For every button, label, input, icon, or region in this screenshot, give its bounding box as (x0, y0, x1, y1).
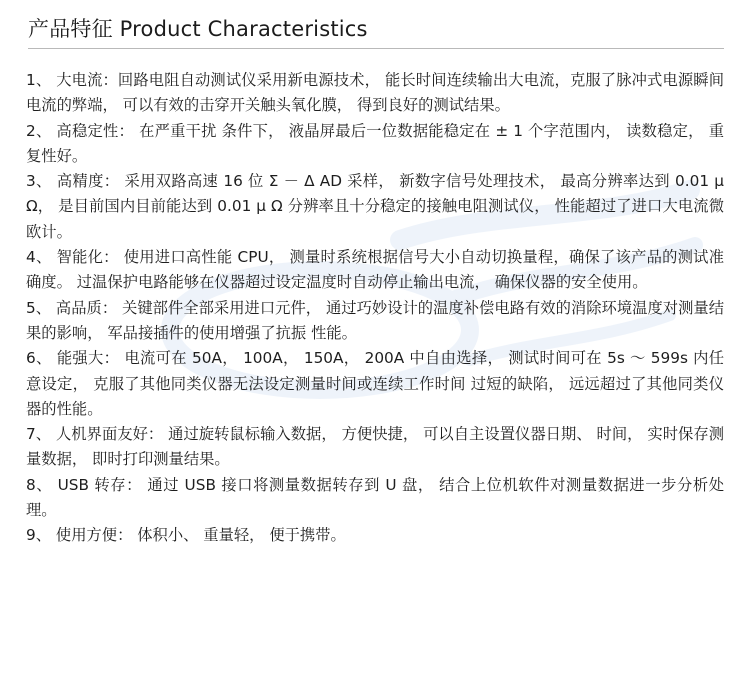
list-item: 5、 高品质： 关键部件全部采用进口元件， 通过巧妙设计的温度补偿电路有效的消除环境温度对测量结果的影响， 军品接插件的使用增强了抗振 性能。 (26, 298, 724, 342)
page-title: 产品特征 Product Characteristics (28, 17, 368, 41)
list-item: 6、 能强大： 电流可在 50A， 100A， 150A， 200A 中自由选择， 测试时间可在 5s ～ 599s 内任意设定， 克服了其他同类仪器无法设定测量时间或连续工作时间 过短的缺陷， 远远超过了其他同类仪器的性能。 (26, 349, 724, 418)
list-item: 9、 使用方便： 体积小、 重量轻， 便于携带。 (26, 526, 346, 545)
section-header (28, 14, 724, 49)
list-item: 8、 USB 转存： 通过 USB 接口将测量数据转存到 U 盘， 结合上位机软件对测量数据进一步分析处理。 (26, 475, 724, 520)
list-item: 3、 高精度： 采用双路高速 16 位 Σ － Δ AD 采样， 新数字信号处理技术， 最高分辨率达到 0.01 μ Ω， 是目前国内目前能达到 0.01 μ Ω 分辨率且十分稳定的接触电阻测试仪， 性能超过了进口大电流微欧计。 (26, 172, 724, 241)
list-item: 2、 高稳定性： 在严重干扰 条件下， 液晶屏最后一位数据能稳定在 ± 1 个字范围内， 读数稳定， 重复性好。 (26, 121, 724, 165)
list-item: 7、 人机界面友好： 通过旋转鼠标输入数据， 方便快捷， 可以自主设置仪器日期、 时间， 实时保存测量数据， 即时打印测量结果。 (26, 425, 724, 469)
characteristics-list (26, 68, 724, 549)
list-item: 1、 大电流：回路电阻自动测试仪采用新电源技术， 能长时间连续输出大电流，克服了脉冲式电源瞬间电流的弊端， 可以有效的击穿开关触头氧化膜， 得到良好的测试结果。 (26, 71, 724, 115)
list-item: 4、 智能化： 使用进口高性能 CPU， 测量时系统根据信号大小自动切换量程，确保了该产品的测试准确度。 过温保护电路能够在仪器超过设定温度时自动停止输出电流， 确保仪器的安全使用。 (26, 248, 724, 292)
